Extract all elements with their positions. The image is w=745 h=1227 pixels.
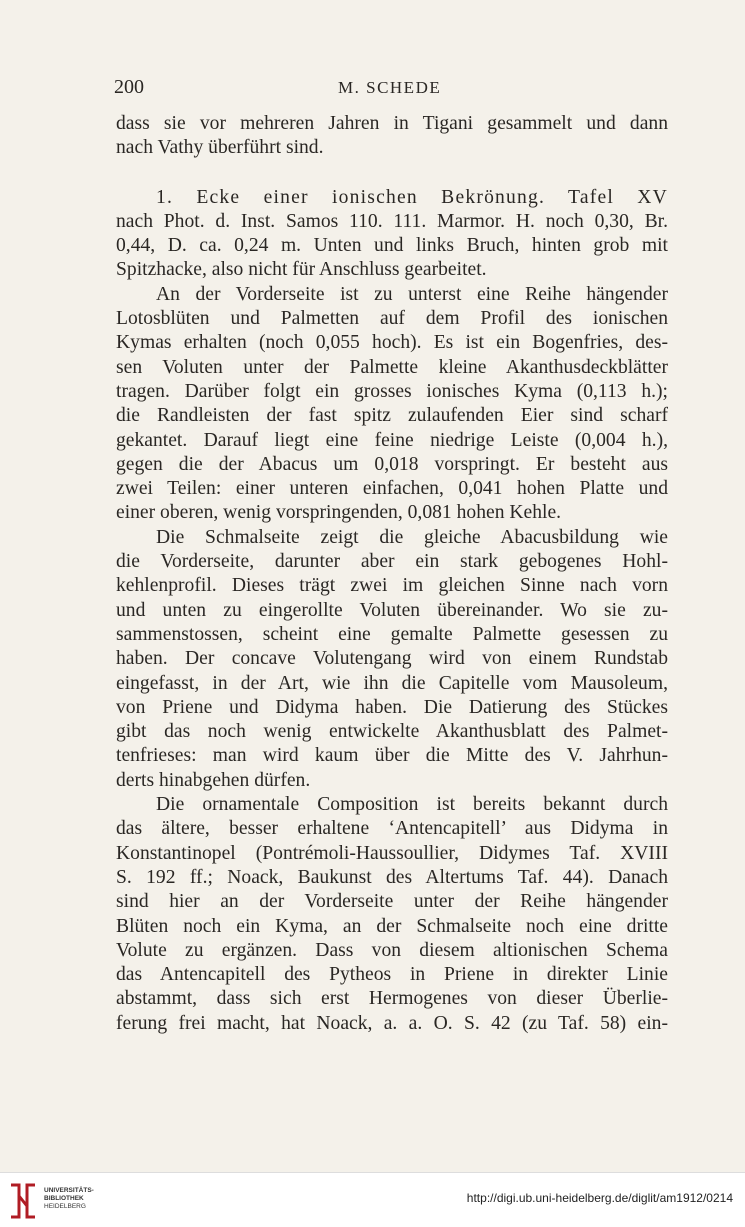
text-line: Volute zu ergänzen. Dass von diesem altionischen Schema — [116, 939, 668, 961]
section-heading-line: 1. Ecke einer ionischen Bekrönung. Tafel XV — [156, 186, 668, 208]
text-line: sind hier an der Vorderseite unter der Reihe hängender — [116, 891, 668, 913]
library-name — [44, 1187, 94, 1211]
text-line: S. 192 ff.; Noack, Baukunst des Altertums Taf. 44). Danach — [116, 866, 668, 888]
text-line: kehlenprofil. Dieses trägt zwei im gleichen Sinne nach vorn — [116, 575, 668, 597]
text-line: die Randleisten der fast spitz zulaufenden Eier sind scharf — [116, 405, 668, 427]
text-line: nach Phot. d. Inst. Samos 110. 111. Marmor. H. noch 0,30, Br. — [116, 210, 668, 232]
library-name-line: UNIVERSITÄTS- — [44, 1187, 94, 1194]
text-line: dass sie vor mehreren Jahren in Tigani gesammelt und dann — [116, 113, 668, 134]
text-line: gekantet. Darauf liegt eine feine niedrige Leiste (0,004 h.), — [116, 429, 668, 451]
text-line: ferung frei macht, hat Noack, a. a. O. S. 42 (zu Taf. 58) ein- — [116, 1012, 668, 1034]
text-line: tenfrieses: man wird kaum über die Mitte des V. Jahrhun- — [116, 745, 668, 767]
text-line: zwei Teilen: einer unteren einfachen, 0,041 hohen Platte und — [116, 478, 668, 500]
text-line: die Vorderseite, darunter aber ein stark gebogenes Hohl- — [116, 551, 668, 573]
university-library-logo-icon[interactable] — [8, 1182, 38, 1220]
footer-bar — [0, 1172, 745, 1227]
text-line: Lotosblüten und Palmetten auf dem Profil des ionischen — [116, 308, 668, 330]
text-line: Kymas erhalten (noch 0,055 hoch). Es ist ein Bogenfries, des- — [116, 332, 668, 354]
text-line: das ältere, besser erhaltene ‘Antencapitell’ aus Didyma in — [116, 818, 668, 840]
text-line: sen Voluten unter der Palmette kleine Akanthusdeckblätter — [116, 356, 668, 378]
page-header — [114, 76, 666, 106]
text-line: tragen. Darüber folgt ein grosses ionisches Kyma (0,113 h.); — [116, 380, 668, 402]
text-line: das Antencapitell des Pytheos in Priene in direkter Linie — [116, 964, 668, 986]
text-line: eingefasst, in der Art, wie ihn die Capitelle vom Mausoleum, — [116, 672, 668, 694]
text-line: derts hinabgehen dürfen. — [116, 769, 311, 791]
text-line: Blüten noch ein Kyma, an der Schmalseite noch eine dritte — [116, 915, 668, 937]
permalink-url[interactable]: http://digi.ub.uni-heidelberg.de/diglit/am1912/0214 — [466, 1191, 733, 1205]
text-line: Die ornamentale Composition ist bereits bekannt durch — [156, 794, 668, 816]
text-line: einer oberen, wenig vorspringenden, 0,081 hohen Kehle. — [116, 502, 562, 524]
page-number: 200 — [114, 76, 144, 98]
running-head: M. SCHEDE — [338, 78, 442, 97]
text-line: gegen die der Abacus um 0,018 vorspringt. Er besteht aus — [116, 453, 668, 475]
library-name-line: BIBLIOTHEK — [44, 1195, 84, 1202]
text-line: nach Vathy überführt sind. — [116, 137, 324, 159]
text-line: Die Schmalseite zeigt die gleiche Abacusbildung wie — [156, 526, 668, 548]
text-line: und unten zu eingerollte Voluten übereinander. Wo sie zu- — [116, 599, 668, 621]
text-line: gibt das noch wenig entwickelte Akanthusblatt des Palmet- — [116, 721, 668, 743]
text-line: sammenstossen, scheint eine gemalte Palmette gesessen zu — [116, 623, 668, 645]
text-line: abstammt, dass sich erst Hermogenes von dieser Überlie- — [116, 988, 668, 1010]
body-text — [116, 112, 668, 1036]
text-line: haben. Der concave Volutengang wird von einem Rundstab — [116, 648, 668, 670]
text-line: 0,44, D. ca. 0,24 m. Unten und links Bruch, hinten grob mit — [116, 235, 668, 257]
text-line: Konstantinopel (Pontrémoli-Haussoullier, Didymes Taf. XVIII — [116, 842, 668, 864]
text-line: von Priene und Didyma haben. Die Datierung des Stückes — [116, 696, 668, 718]
text-line: Spitzhacke, also nicht für Anschluss gearbeitet. — [116, 259, 487, 281]
text-line: An der Vorderseite ist zu unterst eine Reihe hängender — [156, 283, 668, 305]
library-name-line: HEIDELBERG — [44, 1203, 86, 1210]
